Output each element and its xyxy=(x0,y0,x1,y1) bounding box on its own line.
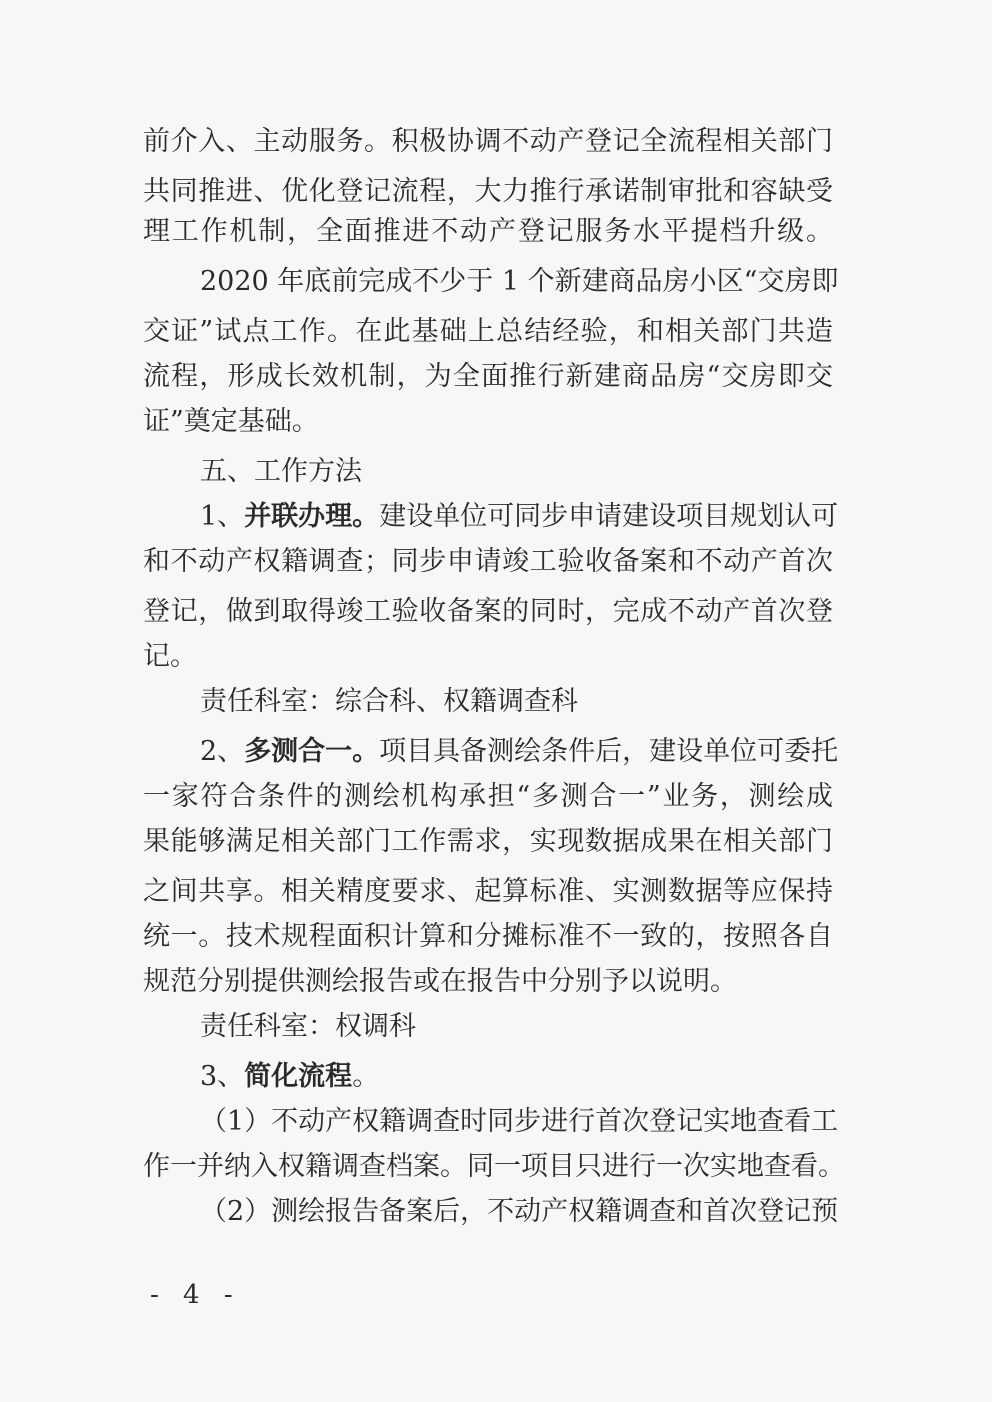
paragraph-line: 证”奠定基础。 xyxy=(143,406,319,437)
responsible-office: 责任科室：权调科 xyxy=(200,1011,416,1042)
paragraph-line: 和不动产权籍调查；同步申请竣工验收备案和不动产首次 xyxy=(143,546,833,577)
paragraph-line: 共同推进、优化登记流程，大力推行承诺制审批和容缺受 xyxy=(143,176,833,207)
paragraph-line: 一家符合条件的测绘机构承担“多测合一”业务，测绘成 xyxy=(143,781,833,812)
paragraph-line: 登记，做到取得竣工验收备案的同时，完成不动产首次登 xyxy=(143,596,833,627)
page-number: - 4 - xyxy=(150,1280,241,1310)
paragraph-line: 之间共享。相关精度要求、起算标准、实测数据等应保持 xyxy=(143,876,833,907)
paragraph-line: 1、并联办理。建设单位可同步申请建设项目规划认可 xyxy=(200,501,839,532)
paragraph-line: 规范分别提供测绘报告或在报告中分别予以说明。 xyxy=(143,966,737,997)
paragraph-line: 交证”试点工作。在此基础上总结经验，和相关部门共造 xyxy=(143,316,833,347)
paragraph-line: 2、多测合一。项目具备测绘条件后，建设单位可委托 xyxy=(200,736,839,767)
paragraph-line: 果能够满足相关部门工作需求，实现数据成果在相关部门 xyxy=(143,826,833,857)
paragraph-line: 2020 年底前完成不少于 1 个新建商品房小区“交房即 xyxy=(200,266,839,297)
paragraph-line: 统一。技术规程面积计算和分摊标准不一致的，按照各自 xyxy=(143,921,833,952)
paragraph-line: （2）测绘报告备案后，不动产权籍调查和首次登记预 xyxy=(200,1196,839,1227)
paragraph-line: 作一并纳入权籍调查档案。同一项目只进行一次实地查看。 xyxy=(143,1151,845,1182)
section-heading: 五、工作方法 xyxy=(200,456,362,487)
paragraph-line: 前介入、主动服务。积极协调不动产登记全流程相关部门 xyxy=(143,126,833,157)
paragraph-line: （1）不动产权籍调查时同步进行首次登记实地查看工 xyxy=(200,1106,839,1137)
paragraph-line: 流程，形成长效机制，为全面推行新建商品房“交房即交 xyxy=(143,361,833,392)
paragraph-line: 记。 xyxy=(143,641,197,672)
paragraph-line: 3、简化流程。 xyxy=(200,1061,380,1092)
paragraph-line: 理工作机制，全面推进不动产登记服务水平提档升级。 xyxy=(143,216,833,247)
responsible-office: 责任科室：综合科、权籍调查科 xyxy=(200,686,578,717)
